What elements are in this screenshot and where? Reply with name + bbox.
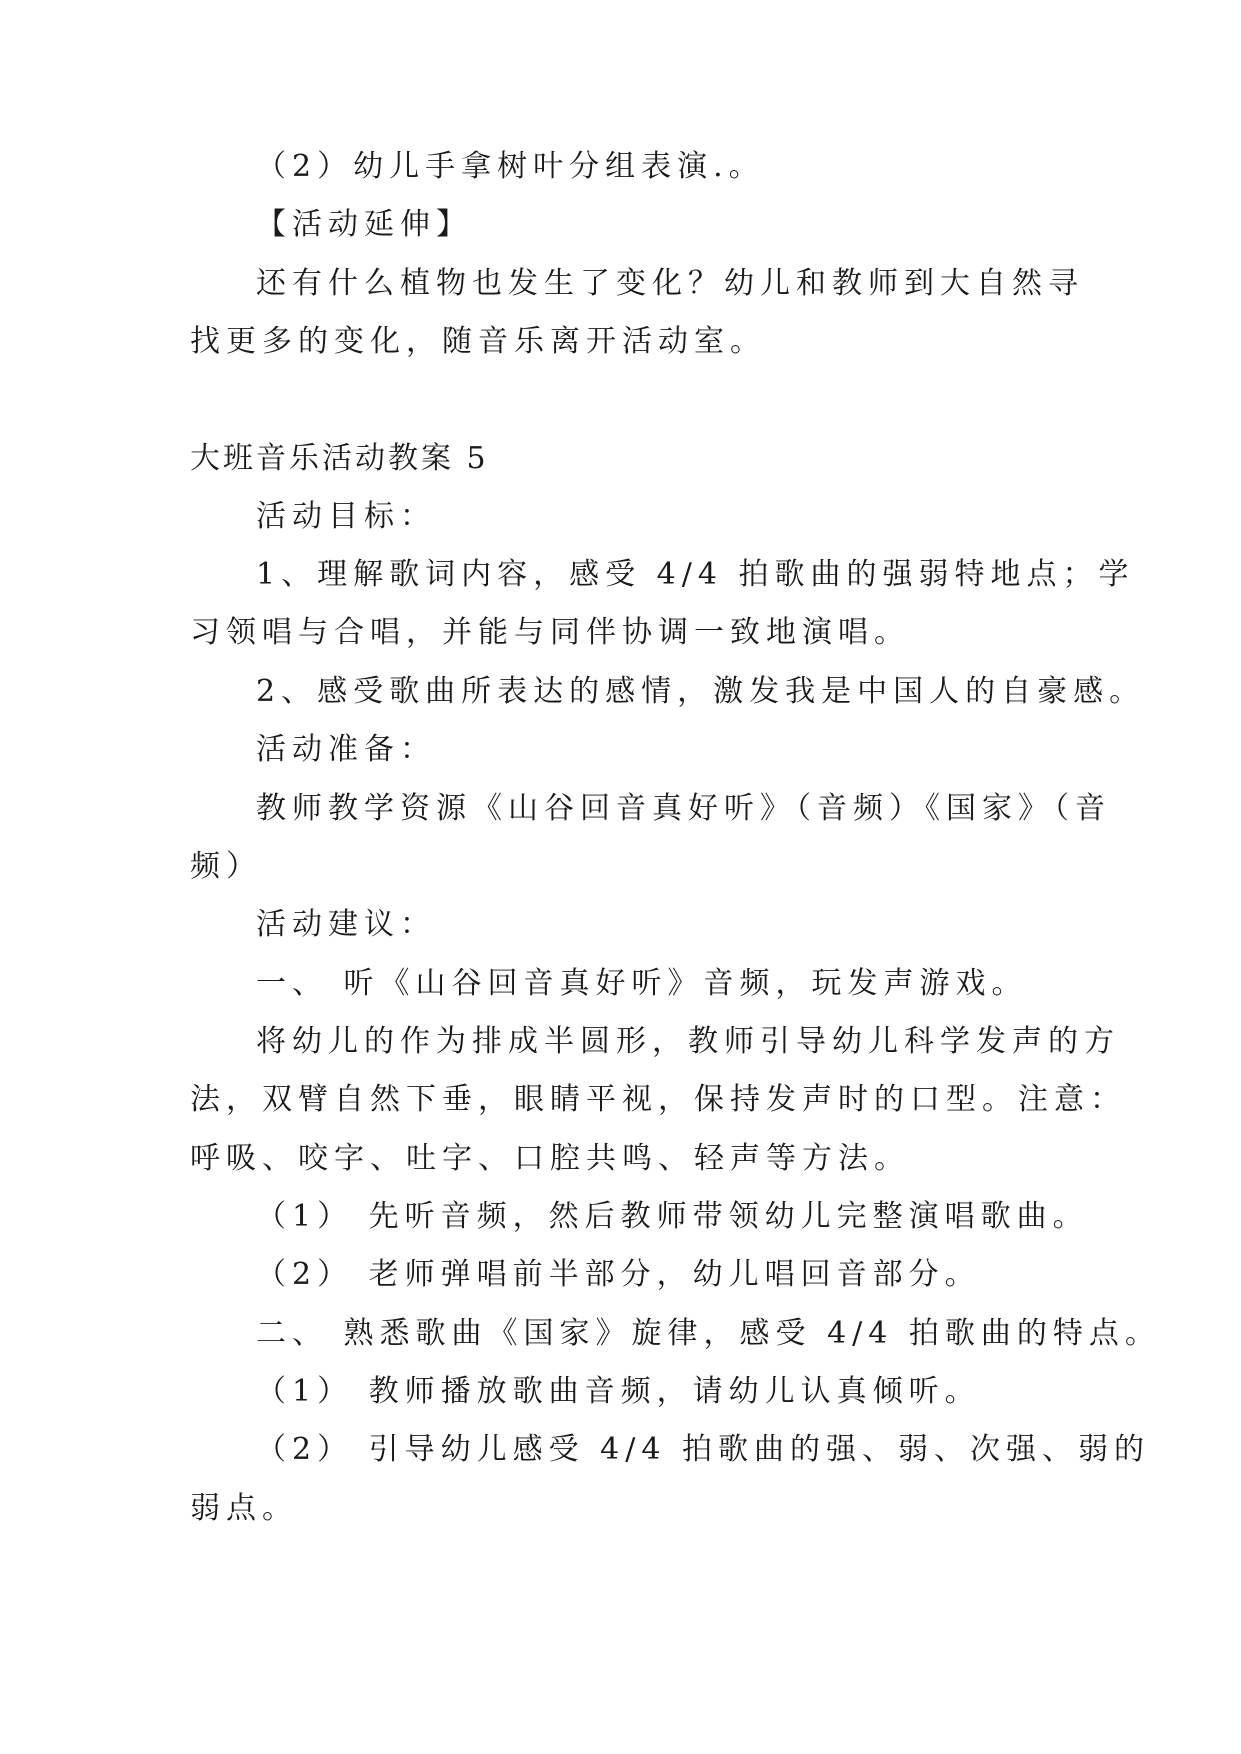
text-line: 教师教学资源《山谷回音真好听》（音频）《国家》（音	[256, 791, 1111, 826]
text-line: 2、感受歌曲所表达的感情，激发我是中国人的自豪感。	[256, 674, 1146, 709]
text-line: 弱点。	[190, 1491, 298, 1526]
text-line: （2） 引导幼儿感受 4/4 拍歌曲的强、弱、次强、弱的	[256, 1432, 1150, 1467]
text-line: （2）幼儿手拿树叶分组表演.。	[256, 149, 765, 184]
section-heading: 活动准备：	[256, 732, 436, 767]
text-line: 法，双臂自然下垂，眼睛平视，保持发声时的口型。注意：	[190, 1082, 1126, 1117]
text-line: （1） 教师播放歌曲音频，请幼儿认真倾听。	[256, 1374, 981, 1409]
text-line: 频）	[190, 849, 262, 884]
section-heading: 活动建议：	[256, 907, 436, 942]
text-line: （1） 先听音频，然后教师带领幼儿完整演唱歌曲。	[256, 1199, 1089, 1234]
text-line: 呼吸、咬字、吐字、口腔共鸣、轻声等方法。	[190, 1141, 910, 1176]
text-line: （2） 老师弹唱前半部分，幼儿唱回音部分。	[256, 1257, 981, 1292]
text-line: 将幼儿的作为排成半圆形，教师引导幼儿科学发声的方	[256, 1024, 1120, 1059]
lesson-title: 大班音乐活动教案 5	[190, 441, 489, 476]
section-heading: 活动目标：	[256, 499, 436, 534]
text-line: 找更多的变化，随音乐离开活动室。	[190, 324, 766, 359]
text-line: 1、理解歌词内容，感受 4/4 拍歌曲的强弱特地点；学	[256, 557, 1135, 592]
text-line: 习领唱与合唱，并能与同伴协调一致地演唱。	[190, 615, 910, 650]
text-line: 还有什么植物也发生了变化？幼儿和教师到大自然寻	[256, 266, 1084, 301]
text-line: 一、 听《山谷回音真好听》音频，玩发声游戏。	[256, 966, 1028, 1001]
text-line: 二、 熟悉歌曲《国家》旋律，感受 4/4 拍歌曲的特点。	[256, 1316, 1161, 1351]
section-heading: 【活动延伸】	[256, 207, 472, 242]
